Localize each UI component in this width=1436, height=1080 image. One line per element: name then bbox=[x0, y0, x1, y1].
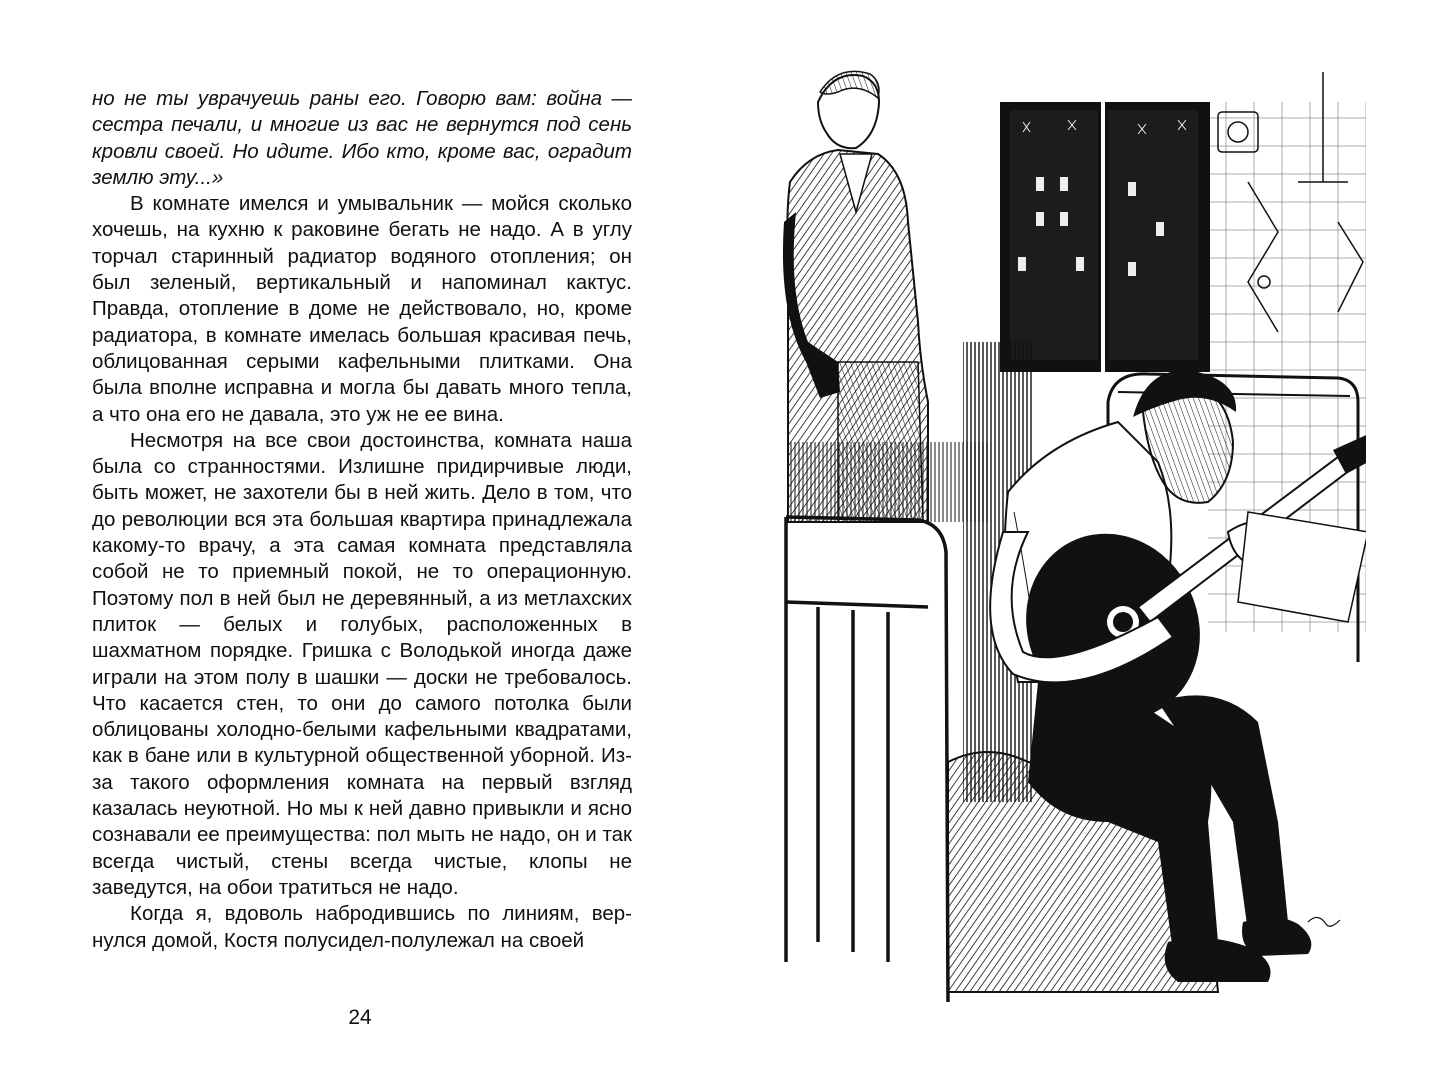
body-paragraph: В комнате имелся и умывальник — мойся сколько хочешь, на кухню к раковине бегать не надо. А в углу торчал старинный радиатор водяного отопления; он был зеленый, вертикальный и напоминал кактус. Правда, отопление в доме не действовало, но, кроме радиатора, в комнате имелась большая красивая печь, облицованная серыми кафельными плитками. Она была вполне исправна и могла бы давать много тепла, а что она его не давала, это уж не ее вина. bbox=[92, 192, 632, 426]
page-number: 24 bbox=[348, 1006, 372, 1029]
epigraph-paragraph: но не ты уврачуешь раны его. Говорю вам: война — сестра печали, и многие из вас не вернутся под сень кровли своей. Но идите. Ибо кто, кроме вас, оградит землю эту...» bbox=[92, 87, 632, 189]
floor-shading bbox=[788, 442, 988, 522]
artist-signature bbox=[1308, 917, 1340, 926]
illustration-drawing bbox=[778, 62, 1366, 1002]
ink-illustration bbox=[778, 62, 1366, 1002]
front-bed-frame bbox=[786, 517, 948, 1002]
window bbox=[1000, 102, 1210, 372]
body-paragraph: Когда я, вдоволь набродившись по линиям, вернулся домой, Костя полусидел-полулежал на своей bbox=[92, 902, 632, 952]
text-column bbox=[92, 86, 632, 954]
body-paragraph: Несмотря на все свои достоинства, комната наша была со странностями. Излишне придирчивые люди, быть может, не захотели бы в ней жить. Дело в том, что до революции вся эта большая квартира принадлежала какому-то врачу, а эта самая комната представляла собой не то приемный покой, не то операционную. Поэтому пол в ней был не деревянный, а из метлахских плиток — белых и голубых, расположенных в шахматном порядке. Гришка с Володькой иногда даже играли на этом полу в шашки — доски не требовалось. Что касается стен, то они до самого потолка были облицованы холодно-белыми кафельными квадратами, как в бане или в культурной общественной уборной. Из-за такого оформления комната на первый взгляд казалась неуютной. Но мы к ней давно привыкли и ясно сознавали ее преимущества: пол мыть не надо, он и так всегда чистый, стены всегда чистые, клопы не заведутся, на обои тратиться не надо. bbox=[92, 428, 632, 899]
left-page bbox=[92, 86, 632, 986]
